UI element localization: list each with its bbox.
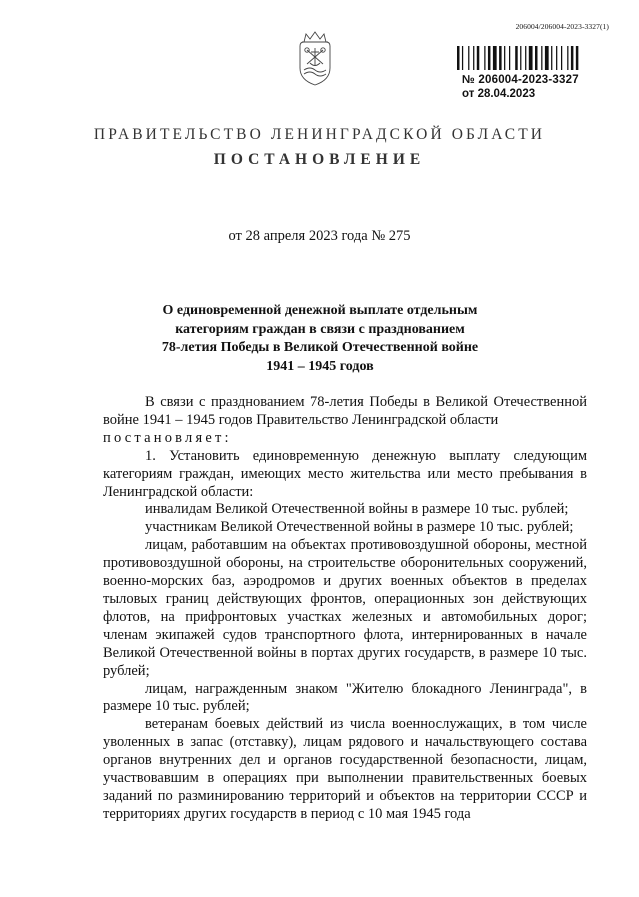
barcode-bar: [499, 46, 502, 70]
barcode-bar: [520, 46, 521, 70]
barcode-bar: [493, 46, 497, 70]
document-type: ПОСТАНОВЛЕНИЕ: [213, 151, 426, 168]
paragraph-disabled-veterans: инвалидам Великой Отечественной войны в размере 10 тыс. рублей;: [145, 501, 569, 518]
paragraph-war-participants: участникам Великой Отечественной войны в размере 10 тыс. рублей;: [145, 519, 574, 536]
subject-line: 78-летия Победы в Великой Отечественной войне: [161, 340, 479, 355]
government-title: ПРАВИТЕЛЬСТВО ЛЕНИНГРАДСКОЙ ОБЛАСТИ: [93, 126, 546, 143]
paragraph-blockade-residents: лицам, награжденным знаком "Жителю блокадного Ленинграда", в размере 10 тыс. рублей;: [103, 680, 587, 715]
barcode-bar: [571, 46, 574, 70]
subject-line: категориям граждан в связи с празднованием: [175, 321, 465, 337]
resolution-subject: [130, 302, 510, 376]
paragraph-1: 1. Установить единовременную денежную выплату следующим категориям граждан, имеющих место жительства или место пребывания в Ленинградской области:: [103, 447, 587, 500]
barcode-bar: [473, 46, 474, 70]
barcode-bar: [457, 46, 460, 70]
barcode-bar: [484, 46, 485, 70]
barcode-bar: [468, 46, 469, 70]
barcode-bar: [556, 46, 557, 70]
barcode-bar: [551, 46, 552, 70]
barcode-bar: [541, 46, 542, 70]
barcode-bar: [504, 46, 505, 70]
barcode-bar: [515, 46, 518, 70]
registration-number: № 206004-2023-3327: [462, 74, 579, 86]
intro-paragraph: В связи с празднованием 78-летия Победы в Великой Отечественной войне 1941 – 1945 годов Правительство Ленинградской области: [103, 394, 587, 428]
barcode-bar: [477, 46, 480, 70]
barcode: [457, 46, 607, 70]
barcode-bar: [545, 46, 549, 70]
barcode-bar: [462, 46, 463, 70]
subject-line: О единовременной денежной выплате отдельным: [162, 303, 478, 318]
registration-date: от 28.04.2023: [462, 88, 536, 100]
resolution-body: [103, 394, 587, 824]
leningrad-oblast-coat-of-arms-icon: [294, 30, 336, 88]
barcode-bar: [576, 46, 579, 70]
paragraph-home-front-workers: лицам, работавшим на объектах противовоздушной обороны, местной противовоздушной обороны, на строительстве оборонительных сооружений, военно-морских баз, аэродромов и других военных объектов в пределах тыловых границ действующих фронтов, операционных зон действующих флотов, на прифронтовых участках железных и автомобильных дорог; членам экипажей судов транспортного флота, интернированных в начале Великой Отечественной войны в портах других государств, в размере 10 тыс. рублей;: [103, 537, 587, 679]
barcode-bar: [561, 46, 562, 70]
barcode-bar: [567, 46, 568, 70]
paragraph-combat-veterans: ветеранам боевых действий из числа военнослужащих, в том числе уволенных в запас (отставку), лицам рядового и начальствующего состава органов внутренних дел и органов государственной безопасности, лицам, участвовавшим в операциях при выполнении правительственных боевых заданий по разминированию территорий и объектов на территории СССР и территориях других государств в период с 10 мая 1945 года: [103, 716, 587, 822]
barcode-bar: [509, 46, 510, 70]
resolution-date-line: от 28 апреля 2023 года № 275: [228, 228, 411, 244]
barcode-bar: [525, 46, 526, 70]
subject-line: 1941 – 1945 годов: [266, 358, 374, 374]
barcode-bar: [488, 46, 491, 70]
document-ref-code: 206004/206004-2023-3327(1): [515, 22, 609, 31]
barcode-bar: [535, 46, 538, 70]
decree-word: постановляет:: [103, 429, 232, 446]
barcode-bar: [529, 46, 533, 70]
